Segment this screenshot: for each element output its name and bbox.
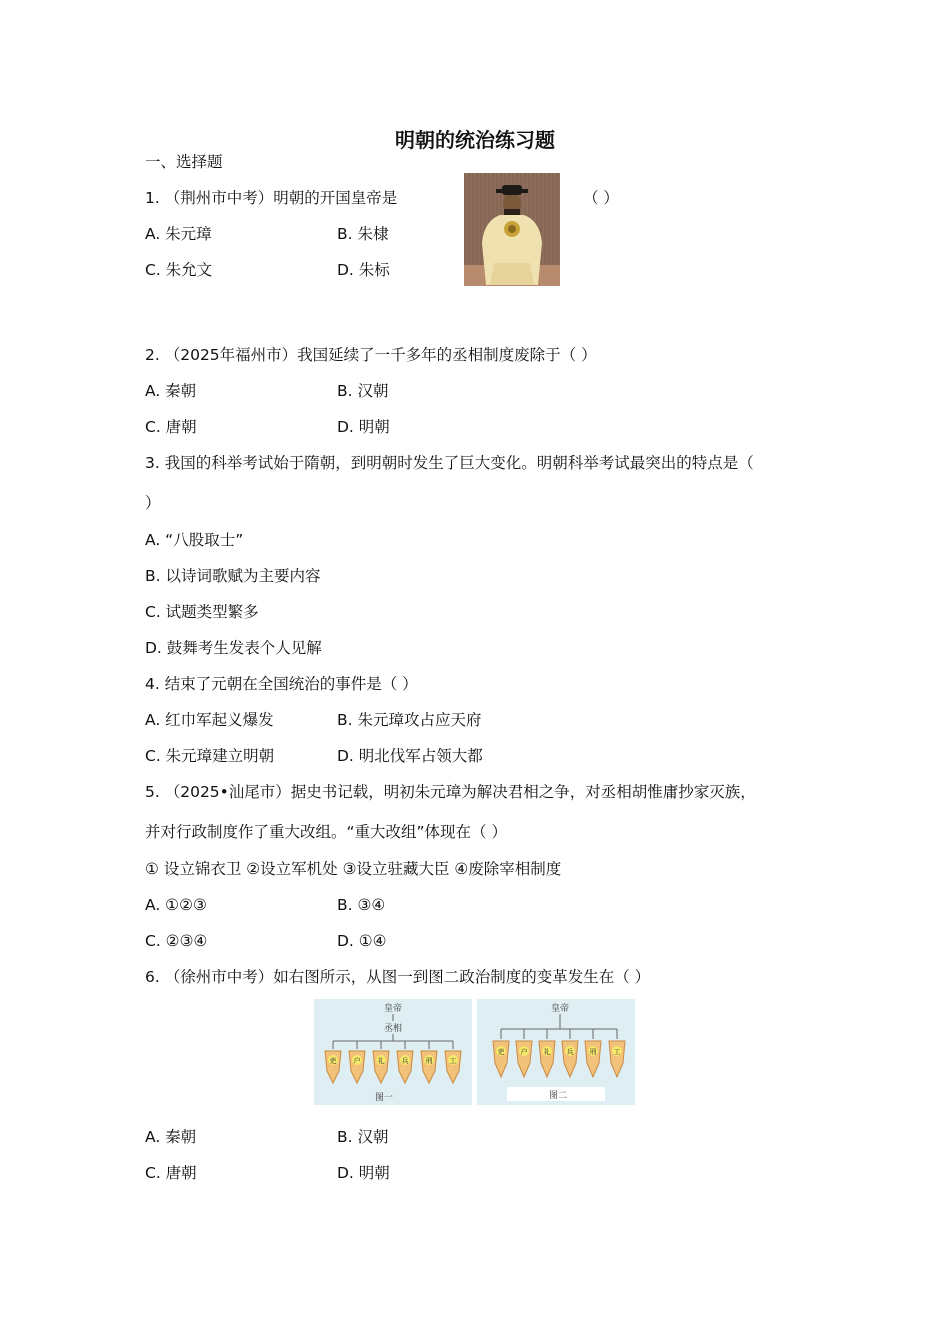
q5-option-a: A. ①②③ (145, 896, 207, 914)
fig1-ministry-row (325, 1041, 461, 1083)
q2-stem: 2. （2025年福州市）我国延续了一千多年的丞相制度废除于（ ） (145, 346, 597, 364)
q3-option-a: A. “八股取士” (145, 531, 244, 549)
q2-option-d: D. 明朝 (337, 418, 390, 436)
fig2-ministry-label: 刑 (589, 1048, 597, 1056)
q2-option-c: C. 唐朝 (145, 418, 197, 436)
q6-stem: 6. （徐州市中考）如右图所示，从图一到图二政治制度的变革发生在（ ） (145, 968, 651, 986)
q6-option-a: A. 秦朝 (145, 1128, 197, 1146)
q6-option-d: D. 明朝 (337, 1164, 390, 1182)
fig2-ministry-label: 吏 (497, 1048, 505, 1056)
diagram-figure-two (477, 999, 635, 1105)
q2-option-b: B. 汉朝 (337, 382, 389, 400)
q1-option-b: B. 朱棣 (337, 225, 389, 243)
fig1-ministry-label: 刑 (425, 1057, 433, 1065)
fig1-chancellor-label: 丞相 (383, 1024, 403, 1034)
fig1-emperor-label: 皇帝 (383, 1004, 403, 1014)
q4-option-c: C. 朱元璋建立明朝 (145, 747, 275, 765)
q5-option-c: C. ②③④ (145, 932, 208, 950)
q6-option-c: C. 唐朝 (145, 1164, 197, 1182)
q3-option-b: B. 以诗词歌赋为主要内容 (145, 567, 321, 585)
fig2-caption: 图二 (548, 1091, 568, 1101)
q1-answer-paren: （ ） (583, 189, 619, 207)
q5-option-d: D. ①④ (337, 932, 387, 950)
fig2-ministry-row (493, 1029, 625, 1077)
section-heading: 一、选择题 (145, 153, 223, 171)
fig1-ministry-label: 兵 (401, 1057, 409, 1065)
q3-stem-line1: 3. 我国的科举考试始于隋朝，到明朝时发生了巨大变化。明朝科举考试最突出的特点是（ (145, 454, 754, 472)
page-title: 明朝的统治练习题 (395, 128, 555, 152)
q3-option-c: C. 试题类型繁多 (145, 603, 259, 621)
fig1-caption: 图一 (374, 1093, 394, 1103)
q3-option-d: D. 鼓舞考生发表个人见解 (145, 639, 322, 657)
q1-option-a: A. 朱元璋 (145, 225, 212, 243)
q4-option-b: B. 朱元璋攻占应天府 (337, 711, 482, 729)
fig2-ministry-label: 礼 (543, 1048, 551, 1056)
q5-stem-line1: 5. （2025•汕尾市）据史书记载，明初朱元璋为解决君相之争，对丞相胡惟庸抄家灭族， (145, 783, 756, 801)
q5-option-b: B. ③④ (337, 896, 386, 914)
q3-stem-line2: ） (145, 494, 161, 512)
fig1-ministry-label: 工 (449, 1057, 457, 1065)
q4-option-d: D. 明北伐军占领大都 (337, 747, 483, 765)
fig2-ministry-label: 兵 (566, 1048, 574, 1056)
fig2-emperor-label: 皇帝 (550, 1004, 570, 1014)
q4-stem: 4. 结束了元朝在全国统治的事件是（ ） (145, 675, 418, 693)
fig2-ministry-label: 户 (520, 1048, 528, 1056)
fig1-ministry-label: 礼 (377, 1057, 385, 1065)
q1-stem: 1. （荆州市中考）明朝的开国皇帝是 (145, 189, 398, 207)
diagram-figure-one (314, 999, 472, 1105)
fig1-ministry-label: 吏 (329, 1057, 337, 1065)
q4-option-a: A. 红巾军起义爆发 (145, 711, 274, 729)
fig2-ministry-label: 工 (613, 1048, 621, 1056)
q5-statement-list: ① 设立锦衣卫 ②设立军机处 ③设立驻藏大臣 ④废除宰相制度 (145, 860, 562, 878)
emperor-portrait-image (464, 173, 560, 286)
fig1-ministry-label: 户 (353, 1057, 361, 1065)
q5-stem-line2: 并对行政制度作了重大改组。“重大改组”体现在（ ） (145, 823, 507, 841)
q6-option-b: B. 汉朝 (337, 1128, 389, 1146)
q2-option-a: A. 秦朝 (145, 382, 197, 400)
q1-option-d: D. 朱标 (337, 261, 390, 279)
q1-option-c: C. 朱允文 (145, 261, 213, 279)
